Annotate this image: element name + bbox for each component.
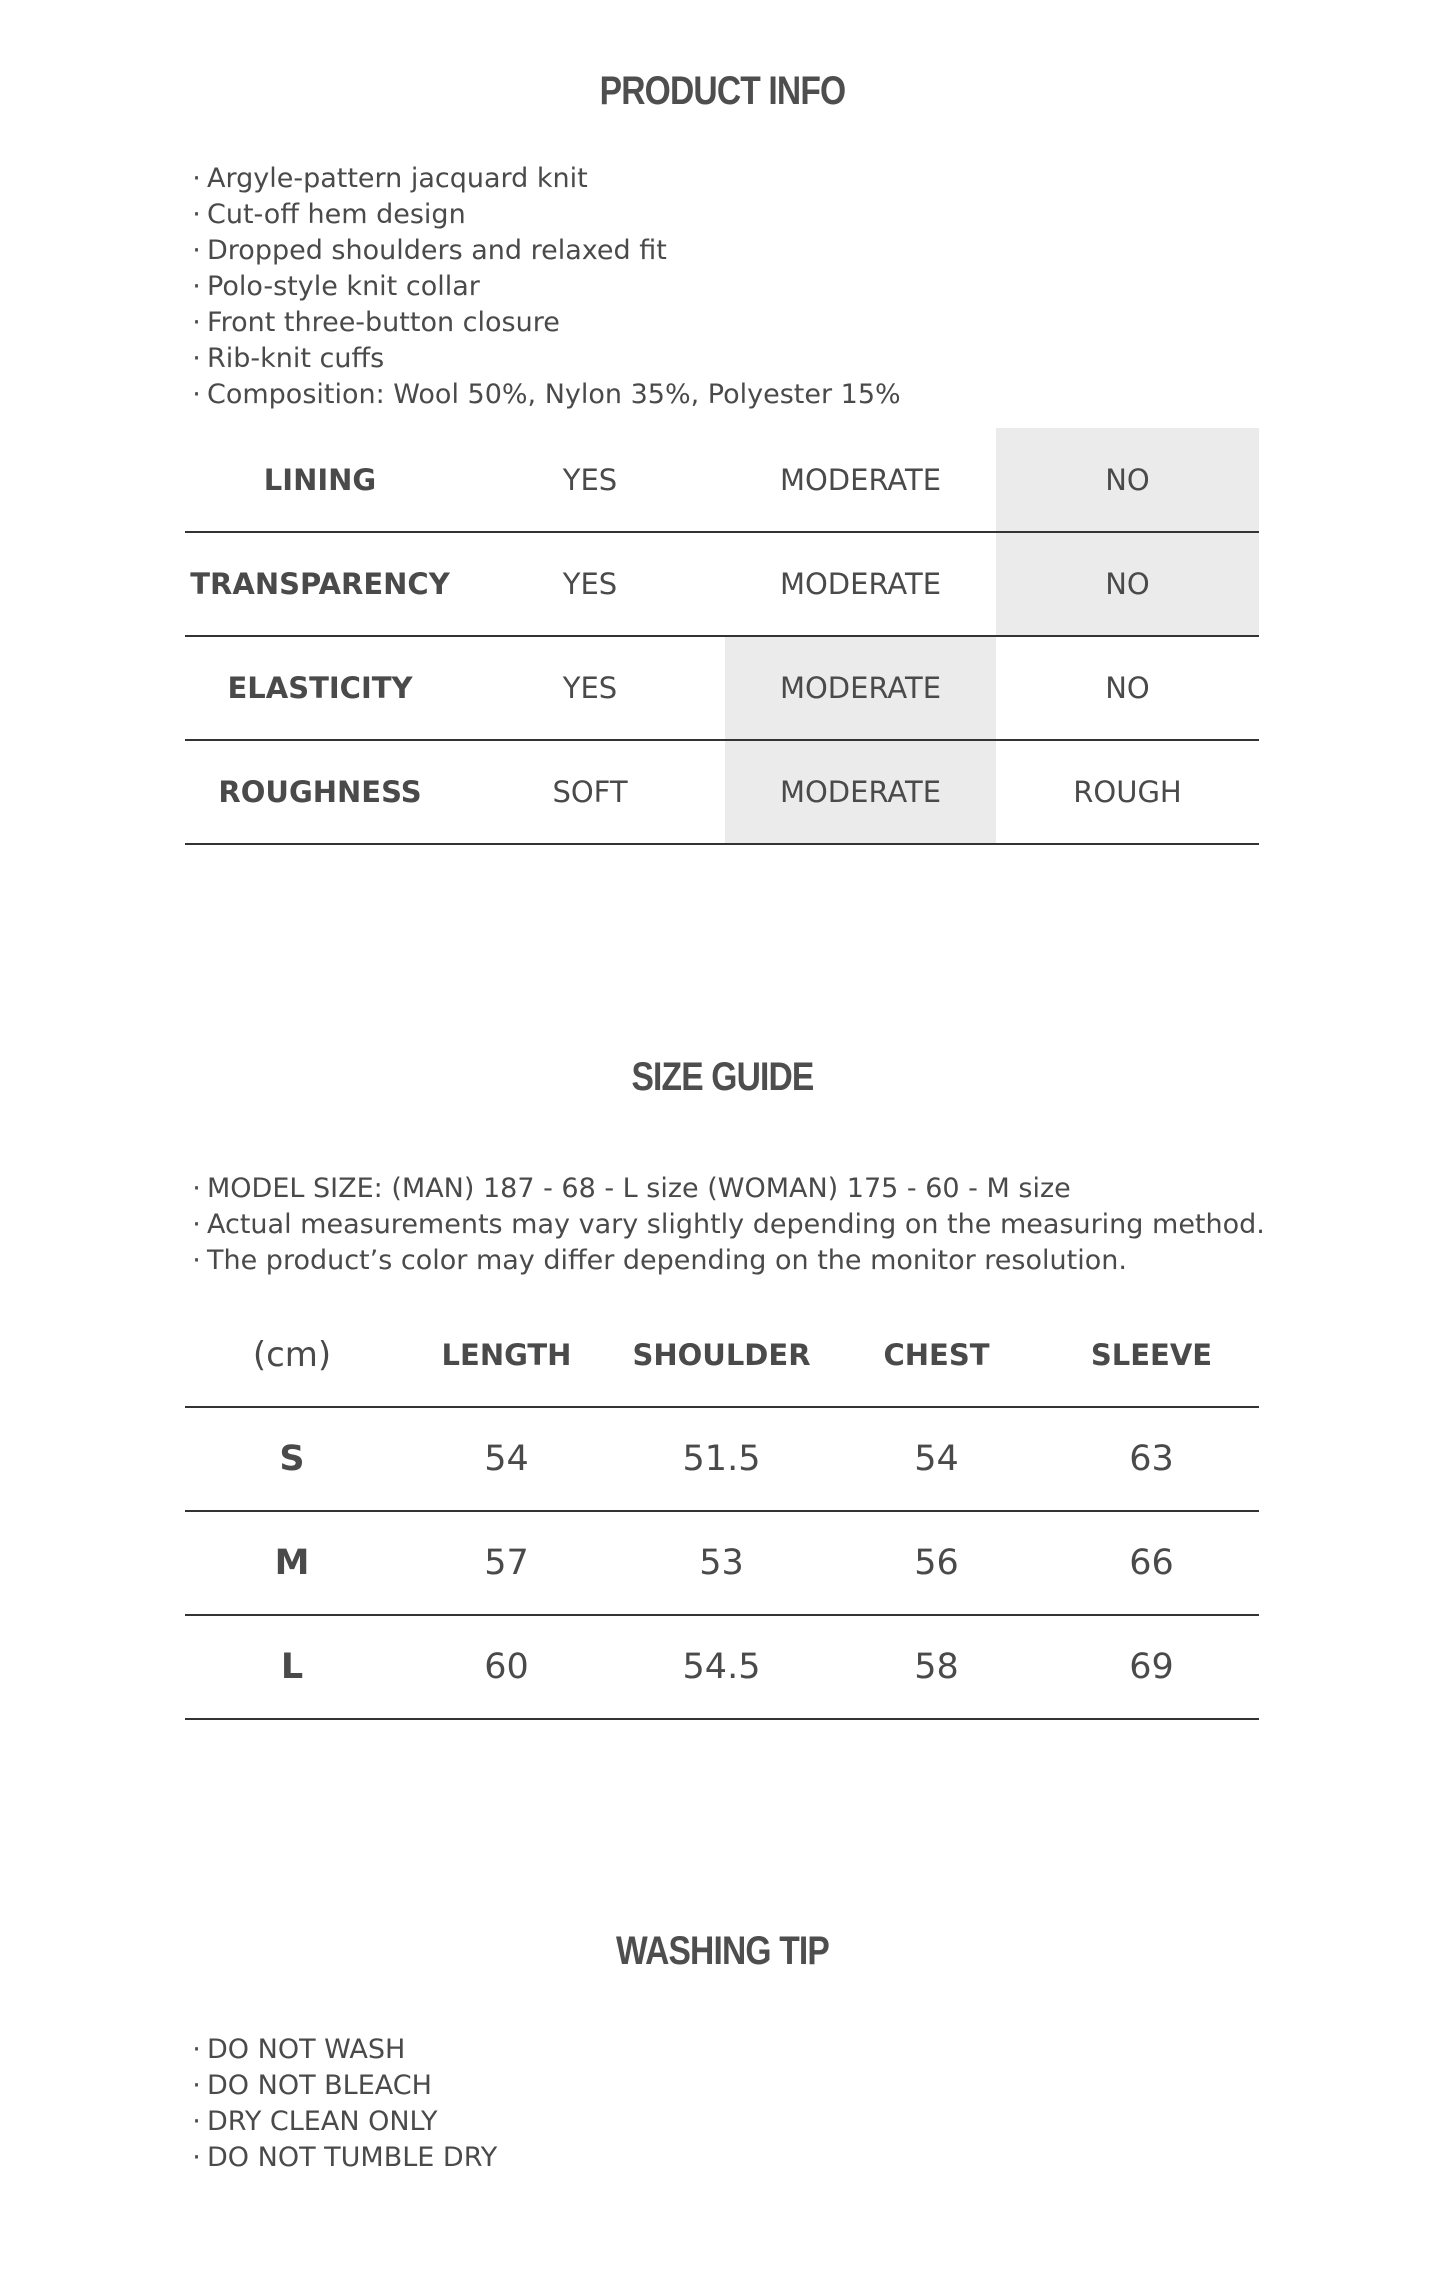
attribute-option: NO xyxy=(996,532,1259,636)
column-header-sleeve: SLEEVE xyxy=(1090,1337,1213,1372)
size-table-header-row xyxy=(185,1303,1259,1407)
size-label: L xyxy=(280,1647,304,1687)
attribute-option: YES xyxy=(562,567,618,601)
table-cell: 66 xyxy=(1129,1543,1174,1583)
table-cell: 60 xyxy=(484,1647,529,1687)
attribute-option: YES xyxy=(562,462,618,497)
table-cell: 63 xyxy=(1129,1439,1174,1479)
attribute-option: MODERATE xyxy=(779,462,942,497)
attribute-option: MODERATE xyxy=(779,567,942,601)
table-row xyxy=(185,1407,1259,1511)
size-guide-title: SIZE GUIDE xyxy=(631,1055,814,1099)
table-row xyxy=(185,428,1259,532)
list-item: · DRY CLEAN ONLY xyxy=(186,2104,497,2140)
size-label: S xyxy=(279,1439,305,1479)
list-item: · Cut-off hem design xyxy=(186,197,901,233)
column-header-unit: (cm) xyxy=(252,1334,332,1375)
table-cell: 53 xyxy=(699,1543,744,1583)
table-row xyxy=(185,1615,1259,1719)
list-item: · DO NOT WASH xyxy=(186,2032,497,2068)
list-item: · Front three-button closure xyxy=(186,305,901,341)
product-info-list xyxy=(186,161,901,413)
table-cell: 51.5 xyxy=(682,1439,761,1479)
washing-tip-list xyxy=(186,2032,497,2176)
attribute-option: SOFT xyxy=(552,775,628,809)
list-item: · Rib-knit cuffs xyxy=(186,341,901,377)
attribute-label: TRANSPARENCY xyxy=(190,567,450,601)
table-cell: 56 xyxy=(914,1543,959,1583)
attribute-option: NO xyxy=(996,428,1259,532)
size-guide-notes xyxy=(186,1171,1265,1279)
table-cell: 69 xyxy=(1129,1647,1174,1687)
table-cell: 54 xyxy=(914,1439,959,1479)
table-row xyxy=(185,636,1259,740)
list-item: · The product’s color may differ depending on the monitor resolution. xyxy=(186,1243,1265,1279)
list-item: · MODEL SIZE: (MAN) 187 - 68 - L size (WOMAN) 175 - 60 - M size xyxy=(186,1171,1265,1207)
list-item: · DO NOT TUMBLE DRY xyxy=(186,2140,497,2176)
attribute-option: MODERATE xyxy=(725,636,996,740)
column-header-length: LENGTH xyxy=(441,1337,572,1372)
size-label: M xyxy=(274,1543,310,1583)
table-cell: 58 xyxy=(914,1647,959,1687)
column-header-chest: CHEST xyxy=(883,1337,990,1372)
attribute-label: ELASTICITY xyxy=(227,671,413,705)
list-item: · Composition: Wool 50%, Nylon 35%, Polyester 15% xyxy=(186,377,901,413)
table-row xyxy=(185,532,1259,636)
table-cell: 54.5 xyxy=(682,1647,761,1687)
list-item: · DO NOT BLEACH xyxy=(186,2068,497,2104)
table-row xyxy=(185,1511,1259,1615)
attribute-label: LINING xyxy=(263,462,377,497)
table-row xyxy=(185,740,1259,844)
attribute-option: YES xyxy=(562,671,618,705)
washing-tip-title: WASHING TIP xyxy=(616,1929,829,1973)
column-header-shoulder: SHOULDER xyxy=(632,1337,811,1372)
list-item: · Dropped shoulders and relaxed fit xyxy=(186,233,901,269)
attribute-option: NO xyxy=(1105,671,1150,705)
attribute-option: MODERATE xyxy=(725,740,996,844)
attribute-label: ROUGHNESS xyxy=(218,775,422,809)
list-item: · Polo-style knit collar xyxy=(186,269,901,305)
table-cell: 54 xyxy=(484,1439,529,1479)
table-cell: 57 xyxy=(484,1543,529,1583)
fabric-attribute-table xyxy=(185,428,1259,845)
attribute-option: ROUGH xyxy=(1073,775,1182,809)
list-item: · Argyle-pattern jacquard knit xyxy=(186,161,901,197)
list-item: · Actual measurements may vary slightly depending on the measuring method. xyxy=(186,1207,1265,1243)
size-table xyxy=(185,1303,1259,1720)
product-info-title: PRODUCT INFO xyxy=(599,69,846,113)
